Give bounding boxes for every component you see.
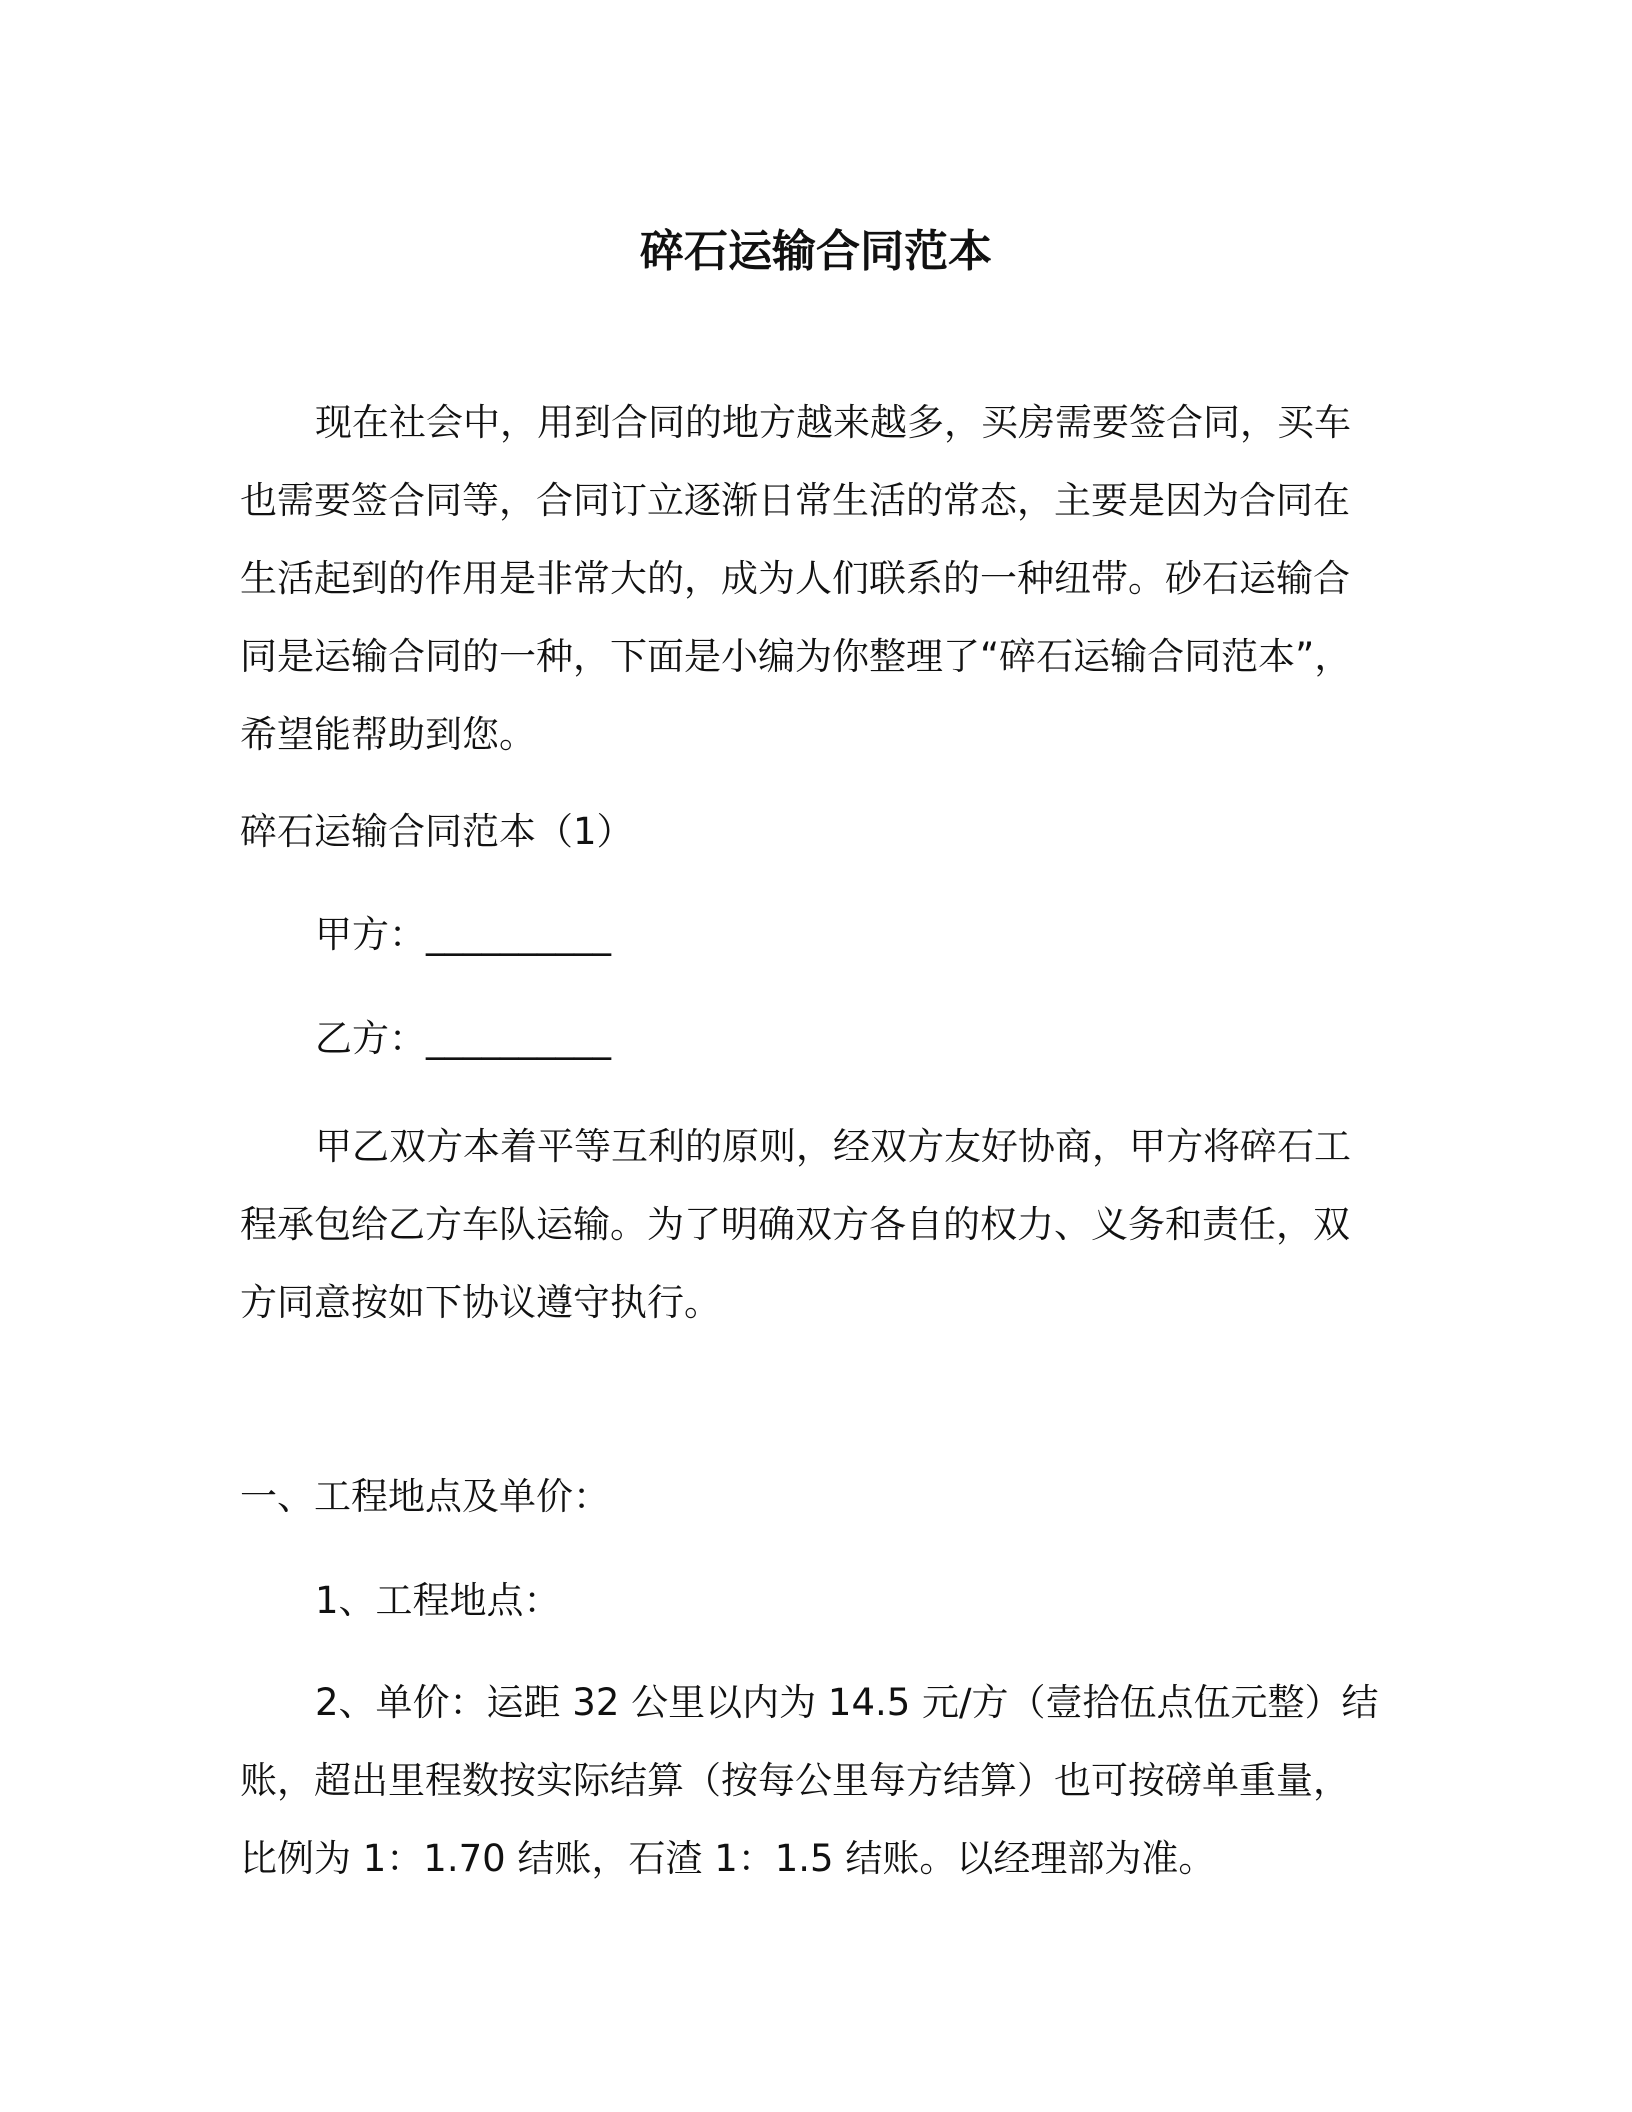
item-2-line: 2、单价：运距 32 公里以内为 14.5 元/方（壹拾伍点伍元整）结 — [315, 1681, 1379, 1724]
item-2-line: 账，超出里程数按实际结算（按每公里每方结算）也可按磅单重量， — [240, 1759, 1350, 1802]
intro-line: 同是运输合同的一种，下面是小编为你整理了“碎石运输合同范本”， — [240, 635, 1352, 678]
agreement-line: 甲乙双方本着平等互利的原则，经双方友好协商，甲方将碎石工 — [315, 1125, 1351, 1168]
agreement-line: 方同意按如下协议遵守执行。 — [240, 1281, 721, 1324]
agreement-paragraph — [240, 1108, 1365, 1342]
party-b-line: 乙方：__________ — [315, 1017, 611, 1060]
intro-paragraph — [240, 384, 1365, 774]
section-heading: 碎石运输合同范本（1） — [240, 810, 634, 853]
clause-1-heading: 一、工程地点及单价： — [240, 1475, 610, 1518]
intro-line: 现在社会中，用到合同的地方越来越多，买房需要签合同，买车 — [315, 401, 1351, 444]
item-2-line: 比例为 1：1.70 结账，石渣 1：1.5 结账。以经理部为准。 — [240, 1837, 1216, 1880]
item-2-unit-price — [240, 1664, 1379, 1898]
item-1-project-location: 1、工程地点： — [315, 1579, 561, 1622]
intro-line: 生活起到的作用是非常大的，成为人们联系的一种纽带。砂石运输合 — [240, 557, 1350, 600]
intro-line: 也需要签合同等，合同订立逐渐日常生活的常态，主要是因为合同在 — [240, 479, 1350, 522]
agreement-line: 程承包给乙方车队运输。为了明确双方各自的权力、义务和责任，双 — [240, 1203, 1350, 1246]
party-a-line: 甲方：__________ — [315, 913, 611, 956]
intro-line: 希望能帮助到您。 — [240, 713, 536, 756]
document-title: 碎石运输合同范本 — [640, 226, 992, 277]
